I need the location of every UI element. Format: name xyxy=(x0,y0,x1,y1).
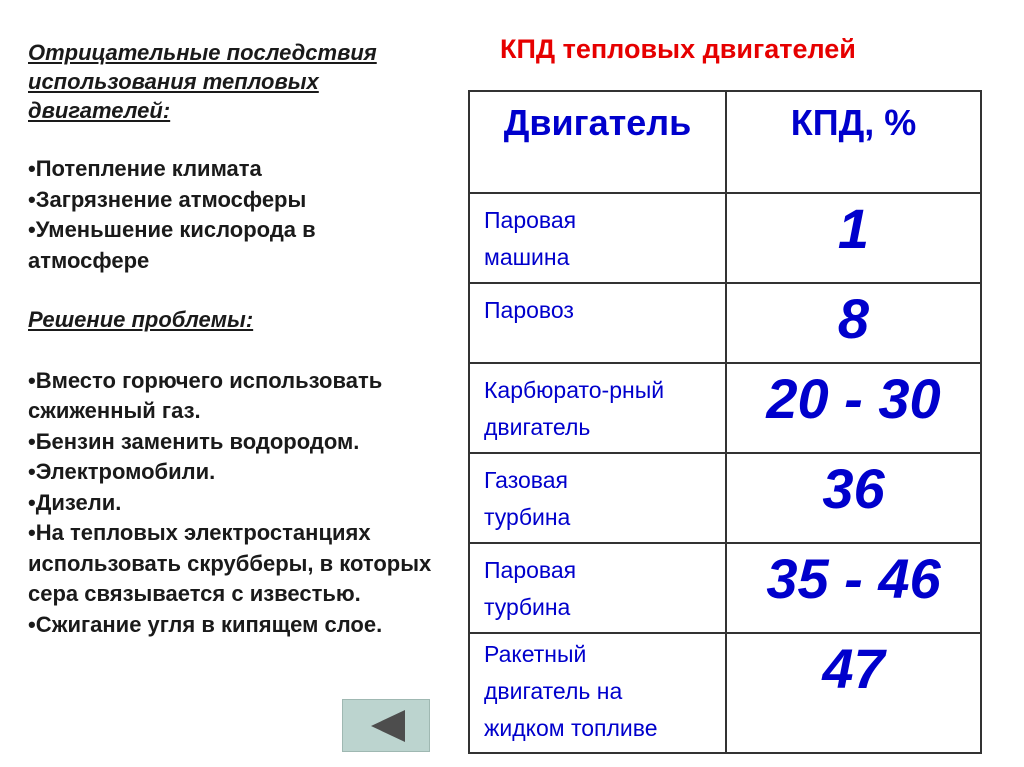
engine-name: Паровоз xyxy=(469,283,726,363)
efficiency-table xyxy=(468,90,982,754)
efficiency-value: 35 - 46 xyxy=(726,543,981,633)
solution-item: • Дизели. xyxy=(28,488,458,519)
engine-name: Карбюрато-рный двигатель xyxy=(469,363,726,453)
efficiency-value: 36 xyxy=(726,453,981,543)
table-row xyxy=(469,363,981,453)
solution-item: • Вместо горючего использовать сжиженный газ. xyxy=(28,366,448,427)
negative-item: • Потепление климата xyxy=(28,154,458,185)
engine-name: Паровая машина xyxy=(469,193,726,283)
solution-item: • Сжигание угля в кипящем слое. xyxy=(28,610,458,641)
back-arrow-icon xyxy=(371,710,405,742)
efficiency-value: 20 - 30 xyxy=(726,363,981,453)
solution-item: • Бензин заменить водородом. xyxy=(28,427,458,458)
table-row xyxy=(469,283,981,363)
table-row xyxy=(469,633,981,753)
engine-name: Ракетный двигатель на жидком топливе xyxy=(469,633,726,753)
solution-heading: Решение проблемы: xyxy=(28,307,254,332)
solution-item: • Электромобили. xyxy=(28,457,458,488)
efficiency-value: 8 xyxy=(726,283,981,363)
engine-name: Газовая турбина xyxy=(469,453,726,543)
table-row xyxy=(469,543,981,633)
header-efficiency: КПД, % xyxy=(726,91,981,193)
negative-item: • Уменьшение кислорода в атмосфере xyxy=(28,215,373,276)
efficiency-value: 47 xyxy=(726,633,981,753)
table-row xyxy=(469,193,981,283)
negative-item: • Загрязнение атмосферы xyxy=(28,185,458,216)
efficiency-value: 1 xyxy=(726,193,981,283)
table-row xyxy=(469,453,981,543)
solution-item: • На тепловых электростанциях использовать скрубберы, в которых сера связывается с известью. xyxy=(28,518,438,610)
header-engine: Двигатель xyxy=(469,91,726,193)
negative-heading: Отрицательные последствия использования тепловых двигателей: xyxy=(28,40,377,123)
back-button[interactable] xyxy=(342,699,430,752)
page-title: КПД тепловых двигателей xyxy=(500,34,856,64)
left-text-panel xyxy=(28,38,458,640)
engine-name: Паровая турбина xyxy=(469,543,726,633)
